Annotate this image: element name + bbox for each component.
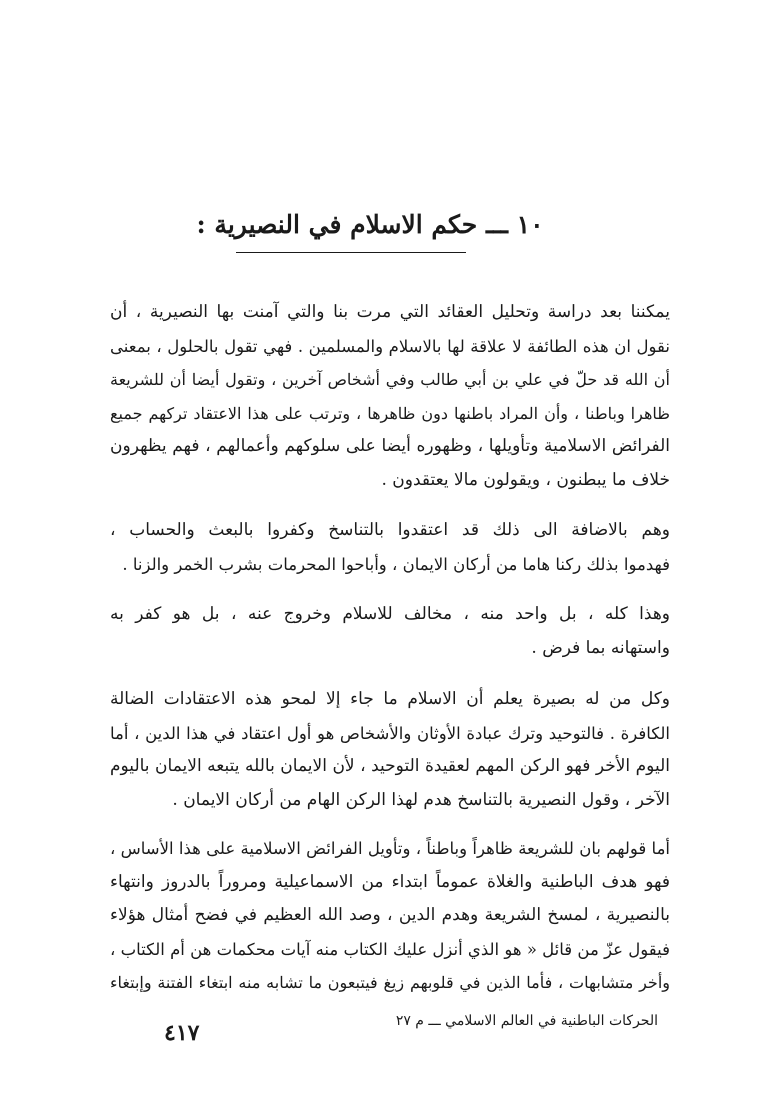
text-line: أن الله قد حلّ في علي بن أبي طالب وفي أشخاص آخرين ، وتقول أيضا أن للشريعة [110,370,670,390]
text-line: بالنصيرية ، لمسخ الشريعة وهدم الدين ، وصد الله العظيم في فضح أمثال هؤلاء [110,905,670,926]
text-line: اليوم الأخر فهو الركن المهم لعقيدة التوحيد ، لأن الايمان بالله يتبعه الايمان باليوم [110,756,670,777]
running-footer-title: الحركات الباطنية في العالم الاسلامي ـــ م ٢٧ [395,1013,658,1029]
text-line: وكل من له بصيرة يعلم أن الاسلام ما جاء إلا لمحو هذه الاعتقادات الضالة [110,689,670,709]
paragraph-2 [110,514,670,581]
text-line: ظاهرا وباطنا ، وأن المراد باطنها دون ظاهرها ، وترتب على هذا الاعتقاد تركهم جميع [110,403,670,423]
text-line: الكافرة . فالتوحيد وترك عبادة الأوثان والأشخاص هو أول اعتقاد في هذا الدين ، أما [110,723,670,743]
paragraph-3 [110,598,670,665]
text-line: الآخر ، وقول النصيرية بالتناسخ هدم لهذا الركن الهام من أركان الايمان . [172,789,670,810]
text-line: الفرائض الاسلامية وتأويلها ، وظهوره أيضا على سلوكهم وأعمالهم ، فهم يظهرون [110,436,670,457]
text-line: نقول ان هذه الطائفة لا علاقة لها بالاسلام والمسلمين . فهي تقول بالحلول ، بمعنى [110,336,670,356]
paragraph-5 [110,832,670,1000]
text-line: فيقول عزّ من قائل « هو الذي أنزل عليك الكتاب منه آيات محكمات هن أم الكتاب ، [110,939,670,959]
text-line: وهذا كله ، بل واحد منه ، مخالف للاسلام وخروج عنه ، بل هو كفر به [110,604,670,624]
text-line: أما قولهم بان للشريعة ظاهراً وباطناً ، وتأويل الفرائض الاسلامية على هذا الأساس ، [110,839,670,858]
heading-underline [236,252,466,253]
text-line: فهدموا بذلك ركنا هاما من أركان الايمان ، وأباحوا المحرمات بشرب الخمر والزنا . [122,554,670,574]
text-line: وأخر متشابهات ، فأما الذين في قلوبهم زيغ فيتبعون ما تشابه منه ابتغاء الفتنة وإبتغاء [110,973,670,993]
page-number: ٤١٧ [164,1020,200,1046]
section-heading: ١٠ ـــ حكم الاسلام في النصيرية : [196,210,544,239]
text-line: يمكننا بعد دراسة وتحليل العقائد التي مرت بنا والتي آمنت بها النصيرية ، أن [110,302,670,322]
paragraph-4 [110,683,670,817]
text-line: واستهانه بما فرض . [531,637,670,658]
text-line: فهو هدف الباطنية والغلاة عموماً ابتداء من الاسماعيلية ومروراً بالدروز وانتهاء [110,871,670,892]
paragraph-1 [110,296,670,498]
text-line: خلاف ما يبطنون ، ويقولون مالا يعتقدون . [381,469,670,490]
text-line: وهم بالاضافة الى ذلك قد اعتقدوا بالتناسخ وكفروا بالبعث والحساب ، [110,520,670,540]
